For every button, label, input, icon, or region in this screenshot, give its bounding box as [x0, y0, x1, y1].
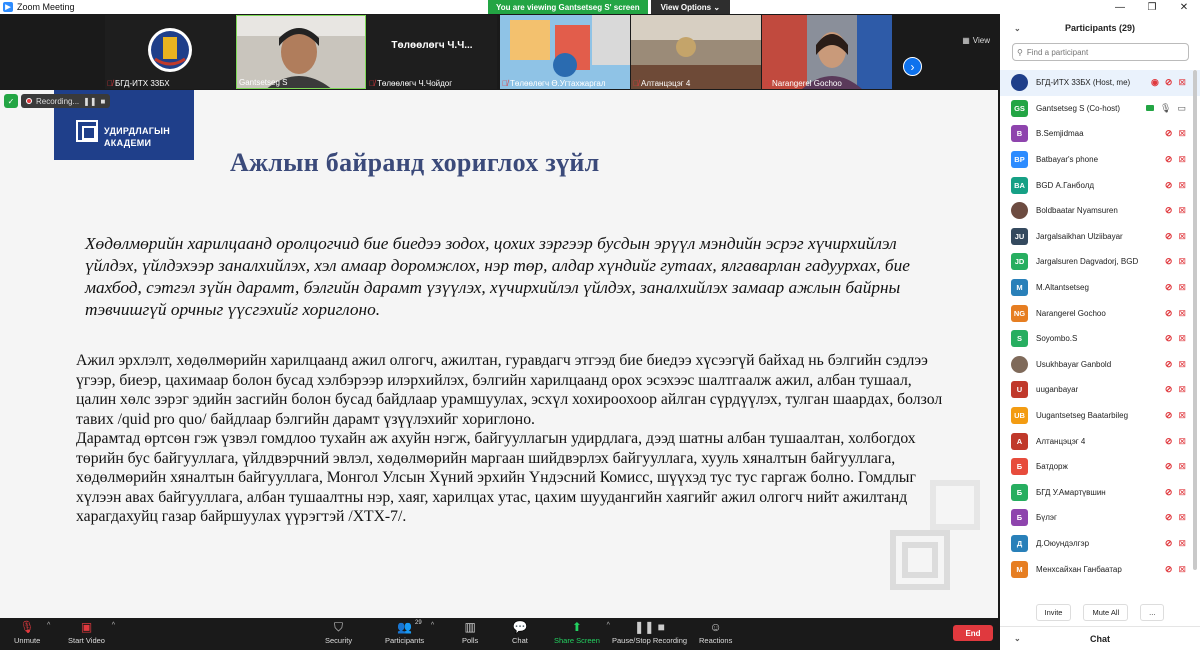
- participant-row[interactable]: [1000, 454, 1200, 480]
- participant-row[interactable]: [1000, 121, 1200, 147]
- participant-name: Soyombo.S: [1036, 334, 1078, 344]
- end-meeting-button[interactable]: End: [953, 625, 993, 641]
- participant-row[interactable]: [1000, 428, 1200, 454]
- mic-muted-icon: ⊘: [1164, 461, 1173, 472]
- participant-name: Batbayar's phone: [1036, 155, 1099, 165]
- mic-muted-icon: ⊘: [1164, 384, 1173, 395]
- chat-label: Chat: [512, 636, 528, 645]
- camera-on-icon: ▭: [1177, 102, 1186, 113]
- italic-paragraph: Хөдөлмөрийн харилцаанд оролцогчид бие биедээ зодох, цохих зэргээр бусдын эрүүл мэндийн эсрэг хүчирхийлэл үйлдэх, үйлдэхээр заналхийлэх, хэл амаар доромжлох, нэр төр, алдар хүндийг гутаах, ялгаварлан гадуурхах, бие махбод, сэтгэл зүйн дарамт, бэлгийн дарамт үзүүлэх, хүчирхийлэл үйлдэх, заналхийлэх замаар ажлын байрны тэвчишгүй орчныг үүсгэхийг хориглоно.: [85, 234, 910, 319]
- video-off-icon: ▣: [80, 620, 93, 634]
- mic-muted-icon: ⊘: [1164, 77, 1173, 88]
- participant-status-icons: [1165, 180, 1186, 191]
- window-controls: [1104, 0, 1200, 14]
- participant-name: БГД-ИТХ 33БХ (Host, me): [1036, 78, 1131, 88]
- reactions-button[interactable]: [699, 620, 732, 645]
- recording-status-icon: ◉: [1151, 77, 1159, 88]
- more-options-button[interactable]: ...: [1140, 604, 1164, 621]
- avatar: B: [1011, 125, 1028, 142]
- participant-row[interactable]: [1000, 147, 1200, 173]
- avatar: Б: [1011, 509, 1028, 526]
- viewing-message: You are viewing Gantsetseg S' screen: [488, 0, 648, 14]
- video-thumbnail[interactable]: [367, 15, 497, 89]
- participant-status-icons: [1165, 564, 1186, 575]
- participant-status-icons: [1165, 333, 1186, 344]
- mic-muted-icon: ⊘: [1164, 256, 1173, 267]
- avatar: [1011, 356, 1028, 373]
- expand-chevron-icon[interactable]: ⌄: [1014, 634, 1021, 643]
- avatar: [1011, 74, 1028, 91]
- grid-view-icon: ▦: [962, 36, 970, 45]
- participant-status-icons: [1165, 384, 1186, 395]
- share-screen-button[interactable]: [554, 620, 610, 645]
- slide-title: Ажлын байранд хориглох зүйл: [230, 148, 600, 177]
- video-thumbnail-strip: [0, 14, 1000, 90]
- participant-video: [631, 15, 761, 89]
- camera-off-icon: ⊠: [1178, 307, 1186, 318]
- participant-status-icons: [1165, 128, 1186, 139]
- participant-row[interactable]: [1000, 480, 1200, 506]
- mic-muted-icon: 🎙̸: [633, 79, 639, 88]
- participant-name: Д.Оюундэлгэр: [1036, 538, 1090, 548]
- camera-off-icon: ⊠: [1178, 486, 1186, 497]
- pause-stop-recording-button[interactable]: [612, 620, 687, 645]
- participant-list: [1000, 70, 1200, 600]
- participant-video: [762, 15, 892, 89]
- participant-status-icons: [1165, 461, 1186, 472]
- audio-options-caret-icon[interactable]: ^: [46, 622, 51, 629]
- avatar: А: [1011, 433, 1028, 450]
- security-button[interactable]: [325, 620, 352, 645]
- polls-icon: ▥: [464, 620, 476, 634]
- camera-off-icon: ⊠: [1178, 179, 1186, 190]
- thumbnail-label: БГД-ИТХ 33БХ: [115, 79, 170, 88]
- mic-muted-icon: ⊘: [1164, 205, 1173, 216]
- avatar: Д: [1011, 535, 1028, 552]
- participant-status-icons: [1165, 282, 1186, 293]
- participant-status-icons: [1165, 436, 1186, 447]
- participant-row[interactable]: [1000, 224, 1200, 250]
- participant-search[interactable]: [1012, 43, 1189, 61]
- stop-recording-icon[interactable]: ■: [100, 96, 106, 106]
- camera-off-icon: ⊠: [1178, 77, 1186, 88]
- mic-muted-icon: ⊘: [1164, 563, 1173, 574]
- participant-name: Менхсайхан Ганбаатар: [1036, 564, 1122, 574]
- avatar: U: [1011, 381, 1028, 398]
- participants-title: Participants (29): [1064, 23, 1136, 33]
- maximize-button[interactable]: ❐: [1147, 1, 1157, 13]
- avatar: BP: [1011, 151, 1028, 168]
- participant-row[interactable]: [1000, 300, 1200, 326]
- participant-name: Gantsetseg S (Co-host): [1036, 103, 1121, 113]
- avatar: M: [1011, 279, 1028, 296]
- close-window-button[interactable]: ✕: [1179, 1, 1189, 13]
- participant-row[interactable]: [1000, 377, 1200, 403]
- camera-off-icon: ⊠: [1178, 154, 1186, 165]
- chat-bubble-icon: 💬: [512, 620, 528, 634]
- participant-status-icons: [1165, 308, 1186, 319]
- view-button-label: View: [972, 36, 990, 45]
- emblem-icon: [105, 15, 235, 77]
- thumbnail-label: Төлөөлөгч Ч.Чойдог: [377, 79, 453, 88]
- mic-muted-icon: ⊘: [1164, 230, 1173, 241]
- participants-footer: [1000, 600, 1200, 624]
- camera-off-icon: ⊠: [1178, 537, 1186, 548]
- body-text: [76, 351, 946, 527]
- video-thumbnail[interactable]: [762, 15, 892, 89]
- shield-icon: ⛉: [334, 620, 344, 634]
- camera-off-icon: ⊠: [1178, 230, 1186, 241]
- mic-muted-icon: ⊘: [1164, 128, 1173, 139]
- decorative-squares: [890, 460, 980, 610]
- participant-status-icons: [1165, 205, 1186, 216]
- pause-stop-icon: ❚❚ ■: [634, 620, 665, 634]
- meeting-toolbar: [0, 618, 1000, 650]
- body-paragraph: Ажил эрхлэлт, хөдөлмөрийн харилцаанд ажил олгогч, ажилтан, гуравдагч этгээд бие биедээ хүсээгүй байхад нь бэлгийн сэдлээ үгээр, биеэр, цахимаар болон бусад хэлбэрээр илэрхийлэх, бэлгийн харилцаанд орох эсэхээс шалтгаалж ажил, албан тушаал, цалин хөлс зэрэг эдийн засгийн болон бусад байдлаар урамшуулах, эсхүл хохироохоор айлган сүрдүүлэх, тулган шаардах, болзол тавих /quid pro quo/ байдлаар бэлгийн дарамт үзүүлэхийг хориглоно.: [76, 352, 943, 428]
- participants-caret-icon[interactable]: ^: [430, 622, 435, 629]
- avatar: Б: [1011, 484, 1028, 501]
- participant-row[interactable]: [1000, 96, 1200, 122]
- participant-name: Boldbaatar Nyamsuren: [1036, 206, 1118, 216]
- camera-off-icon: ⊠: [1178, 384, 1186, 395]
- polls-label: Polls: [462, 636, 479, 645]
- participants-header: [1000, 14, 1200, 42]
- participant-row[interactable]: [1000, 403, 1200, 429]
- presentation-slide: [0, 90, 998, 618]
- participant-name: B.Semjidmaa: [1036, 129, 1084, 139]
- thumbnail-label: Gantsetseg S: [239, 78, 288, 87]
- unmute-label: Unmute: [14, 636, 41, 645]
- participant-name: M.Altantsetseg: [1036, 283, 1089, 293]
- avatar: JD: [1011, 253, 1028, 270]
- search-input[interactable]: [1027, 48, 1177, 57]
- participant-row[interactable]: [1000, 556, 1200, 582]
- participant-status-icons: [1165, 487, 1186, 498]
- participant-name: Narangerel Gochoo: [1036, 308, 1106, 318]
- participant-status-icons: [1165, 512, 1186, 523]
- participant-name: BGD А.Ганболд: [1036, 180, 1095, 190]
- start-video-button[interactable]: [68, 620, 115, 645]
- avatar: BA: [1011, 177, 1028, 194]
- participant-row[interactable]: [1000, 275, 1200, 301]
- participant-row[interactable]: [1000, 326, 1200, 352]
- recording-label: Recording...: [36, 96, 80, 106]
- share-screen-icon: ⬆: [571, 620, 582, 634]
- participants-count: 29: [415, 620, 422, 626]
- participant-status-icons: [1165, 538, 1186, 549]
- people-icon: 👥: [397, 620, 413, 634]
- mic-muted-icon: ⊘: [1164, 333, 1173, 344]
- mic-muted-icon: ⊘: [1164, 179, 1173, 190]
- mic-muted-icon: 🎙: [19, 620, 35, 634]
- shared-screen: [0, 90, 998, 618]
- video-options-caret-icon[interactable]: ^: [111, 622, 115, 629]
- mic-muted-icon: ⊘: [1164, 512, 1173, 523]
- recording-control-label: Pause/Stop Recording: [612, 636, 688, 645]
- camera-off-icon: ⊠: [1178, 461, 1186, 472]
- invite-button[interactable]: Invite: [1036, 604, 1072, 621]
- avatar: М: [1011, 561, 1028, 578]
- participant-name: Jargalsaikhan Ulziibayar: [1036, 231, 1123, 241]
- zoom-logo-icon: ▶: [3, 2, 13, 12]
- view-options-button[interactable]: View Options ⌄: [651, 0, 730, 14]
- participant-name: uuganbayar: [1036, 385, 1079, 395]
- logo-text-line1: УДИРДЛАГЫН: [104, 126, 171, 136]
- mic-muted-icon: ⊘: [1164, 486, 1173, 497]
- viewing-banner: [488, 0, 730, 14]
- participant-row[interactable]: [1000, 172, 1200, 198]
- camera-off-icon: ⊠: [1178, 512, 1186, 523]
- mic-muted-icon: ⊘: [1164, 282, 1173, 293]
- mic-muted-icon: ⊘: [1164, 537, 1173, 548]
- minimize-button[interactable]: —: [1115, 1, 1125, 13]
- share-screen-label: Share Screen: [554, 636, 600, 645]
- next-page-icon[interactable]: ›: [903, 57, 922, 76]
- mic-muted-icon: ⊘: [1164, 435, 1173, 446]
- video-thumbnail[interactable]: [631, 15, 761, 89]
- avatar: Б: [1011, 458, 1028, 475]
- camera-off-icon: ⊠: [1178, 205, 1186, 216]
- camera-off-icon: ⊠: [1178, 333, 1186, 344]
- participant-status-icons: [1151, 77, 1186, 88]
- participant-row[interactable]: [1000, 198, 1200, 224]
- start-video-label: Start Video: [68, 636, 105, 645]
- chat-button[interactable]: [512, 620, 528, 645]
- search-icon: ⚲: [1017, 47, 1023, 57]
- camera-off-icon: ⊠: [1178, 435, 1186, 446]
- thumbnail-label: Төлөөлөгч Ө.Угтахжаргал: [510, 79, 606, 88]
- camera-off-icon: ⊠: [1178, 358, 1186, 369]
- chat-header[interactable]: [1000, 626, 1200, 650]
- recording-pill[interactable]: [21, 94, 110, 108]
- window-title: Zoom Meeting: [17, 2, 75, 12]
- participant-name: БГД У.Амартүвшин: [1036, 487, 1106, 497]
- participants-button[interactable]: [385, 620, 435, 645]
- participant-status-icons: [1165, 359, 1186, 370]
- participant-row[interactable]: [1000, 531, 1200, 557]
- mic-muted-icon: ⊘: [1164, 358, 1173, 369]
- camera-off-icon: ⊠: [1178, 563, 1186, 574]
- recording-dot-icon: [26, 98, 32, 104]
- avatar: JU: [1011, 228, 1028, 245]
- share-options-caret-icon[interactable]: ^: [606, 622, 610, 629]
- avatar: NG: [1011, 305, 1028, 322]
- participant-status-icons: [1165, 231, 1186, 242]
- reactions-label: Reactions: [699, 636, 733, 645]
- participant-name: Алтанцэцэг 4: [1036, 436, 1086, 446]
- participant-name-display: Төлөөлөгч Ч.Ч...: [391, 39, 473, 51]
- mic-muted-icon: ⊘: [1164, 307, 1173, 318]
- collapse-chevron-icon[interactable]: ⌄: [1014, 23, 1021, 33]
- avatar: [1011, 202, 1028, 219]
- mic-on-icon: 🎙: [1160, 102, 1172, 113]
- academy-logo-icon: [76, 120, 98, 142]
- camera-off-icon: ⊠: [1178, 128, 1186, 139]
- participant-row[interactable]: [1000, 505, 1200, 531]
- video-thumbnail[interactable]: [236, 15, 366, 89]
- sharing-screen-icon: [1146, 105, 1154, 111]
- avatar: UB: [1011, 407, 1028, 424]
- participant-name: Батдорж: [1036, 462, 1068, 472]
- mic-muted-icon: 🎙̸: [107, 79, 113, 88]
- logo-text-line2: АКАДЕМИ: [104, 138, 152, 148]
- avatar: S: [1011, 330, 1028, 347]
- participant-scrollbar[interactable]: [1193, 70, 1197, 590]
- unmute-button[interactable]: [14, 620, 51, 645]
- mic-muted-icon: 🎙̸: [502, 79, 508, 88]
- body-paragraph: Дарамтад өртсөн гэж үзвэл гомдлоо тухайн аж ахуйн нэгж, байгууллагын удирдлага, дээд шатны албан тушаалтан, холбогдох төрийн бус байгууллага, үйлдвэрчний эвлэл, хөдөлмөрийн маргаан шийдвэрлэх байгууллага, хууль хяналтын байгууллага, хөдөлмөрийн хяналтын байгууллага, Монгол Улсын Хүний эрхийн Үндэсний Комисс, шүүхэд тус тус гаргаж болно. Гомдлыг хүлээн авах байгууллага, албан тушаалтны нэр, хаяг, харилцах утас, цахим шуудангийн хаягийг ажил олгогч нийт ажилтанд харагдахуйц газар байршуулах үүрэгтэй /ХТХ-7/.: [76, 430, 916, 525]
- mic-muted-icon: ⊘: [1164, 154, 1173, 165]
- participants-panel: [1000, 14, 1200, 650]
- participant-row[interactable]: [1000, 70, 1200, 96]
- participant-status-icons: [1165, 154, 1186, 165]
- recording-indicator: [4, 94, 110, 108]
- camera-off-icon: ⊠: [1178, 282, 1186, 293]
- mic-muted-icon: 🎙̸: [369, 79, 375, 88]
- participant-name: Usukhbayar Ganbold: [1036, 359, 1112, 369]
- mute-all-button[interactable]: Mute All: [1083, 604, 1128, 621]
- chat-title: Chat: [1090, 633, 1110, 644]
- pause-recording-icon[interactable]: ❚❚: [83, 96, 97, 106]
- security-shield-icon: ✓: [4, 94, 18, 108]
- participants-label: Participants: [385, 636, 425, 645]
- participant-video: [500, 15, 630, 89]
- mic-muted-icon: 🎙̸: [764, 79, 770, 88]
- participant-name: Бүлэг: [1036, 513, 1057, 523]
- camera-off-icon: ⊠: [1178, 410, 1186, 421]
- thumbnail-label: Narangerel Gochoo: [772, 79, 842, 88]
- smiley-icon: ☺: [709, 620, 722, 634]
- security-label: Security: [325, 636, 353, 645]
- participant-status-icons: [1165, 256, 1186, 267]
- view-button[interactable]: [962, 36, 990, 45]
- participant-row[interactable]: [1000, 352, 1200, 378]
- thumbnail-label: Алтанцэцэг 4: [641, 79, 691, 88]
- participant-status-icons: [1146, 103, 1186, 114]
- avatar: GS: [1011, 100, 1028, 117]
- participant-status-icons: [1165, 410, 1186, 421]
- participant-name: Jargalsuren Dagvadorj, BGD: [1036, 257, 1139, 267]
- video-thumbnail[interactable]: [105, 15, 235, 89]
- participant-row[interactable]: [1000, 249, 1200, 275]
- polls-button[interactable]: [462, 620, 478, 645]
- participant-name: Uugantsetseg Baatarbileg: [1036, 411, 1129, 421]
- video-thumbnail[interactable]: [500, 15, 630, 89]
- mic-muted-icon: ⊘: [1164, 410, 1173, 421]
- camera-off-icon: ⊠: [1178, 256, 1186, 267]
